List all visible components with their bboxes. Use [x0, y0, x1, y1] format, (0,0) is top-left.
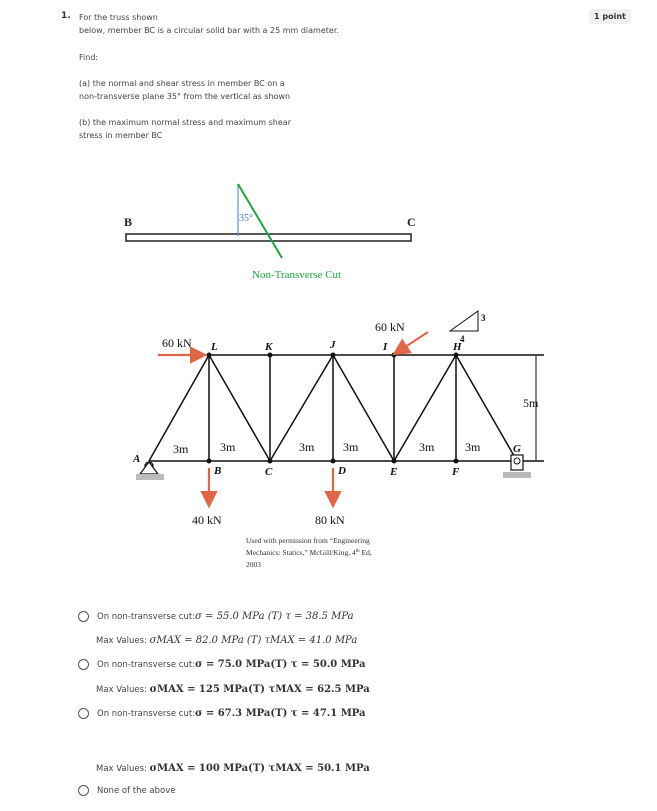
node-label-h: H	[453, 341, 462, 353]
option-3-max-values: σMAX = 100 MPa(T) τMAX = 50.1 MPa	[149, 763, 370, 774]
option-4-label: None of the above	[97, 785, 176, 796]
span-label-cd: 3m	[299, 440, 315, 454]
option-1-max-prefix: Max Values:	[96, 636, 150, 646]
caption-line-3: 2003	[246, 560, 261, 569]
slope-rise-label: 3	[481, 313, 486, 323]
option-1-values: σ = 55.0 MPa (T) τ = 38.5 MPa	[195, 611, 354, 622]
load-label-b: 40 kN	[192, 513, 222, 527]
label-c: C	[407, 215, 416, 229]
span-label-ab: 3m	[173, 442, 189, 456]
option-1-max-values: σMAX = 82.0 MPa (T) τMAX = 41.0 MPa	[149, 635, 358, 646]
node-label-j: J	[330, 339, 336, 351]
load-label-d: 80 kN	[315, 513, 345, 527]
option-2-values: σ = 75.0 MPa(T) τ = 50.0 MPa	[195, 659, 366, 670]
span-label-bc: 3m	[220, 440, 236, 454]
option-3[interactable]	[78, 708, 366, 719]
part-a-line-1: (a) the normal and shear stress in member BC on a	[79, 79, 285, 88]
option-3-radio[interactable]	[78, 708, 89, 719]
option-4-radio[interactable]	[78, 785, 89, 796]
cut-label: Non-Transverse Cut	[252, 269, 342, 281]
option-4[interactable]	[78, 785, 176, 796]
option-3-values: σ = 67.3 MPa(T) τ = 47.1 MPa	[195, 708, 366, 719]
option-1-max	[96, 635, 357, 646]
question-line-2: below, member BC is a circular solid bar with a 25 mm diameter.	[79, 26, 339, 35]
option-2-radio[interactable]	[78, 659, 89, 670]
span-label-de: 3m	[343, 440, 359, 454]
option-1-radio[interactable]	[78, 611, 89, 622]
node-label-f: F	[452, 466, 460, 478]
caption-line-1: Used with permission from “Engineering	[246, 536, 370, 545]
node-label-k: K	[265, 341, 273, 353]
question-line-1: For the truss shown	[79, 13, 158, 22]
load-arrow-i	[396, 332, 428, 353]
span-label-ef: 3m	[419, 440, 435, 454]
node-label-e: E	[390, 466, 398, 478]
truss-figure	[0, 300, 657, 580]
node-label-i: I	[383, 341, 388, 353]
option-2-max-values: σMAX = 125 MPa(T) τMAX = 62.5 MPa	[149, 684, 370, 695]
option-2-max-prefix: Max Values:	[96, 685, 150, 695]
option-3-max-prefix: Max Values:	[96, 764, 150, 774]
node-label-l: L	[211, 341, 218, 353]
load-label-l: 60 kN	[162, 336, 192, 350]
node-label-a: A	[133, 453, 141, 465]
caption-line-2: Mechanics: Statics,” McGill/King, 4th Ed,	[246, 548, 372, 557]
part-a-line-2: non-transverse plane 35° from the vertical as shown	[79, 92, 291, 101]
cut-angle-label: 35°	[239, 213, 253, 224]
option-3-max	[96, 763, 370, 774]
option-2[interactable]	[78, 659, 366, 670]
part-b-line-2: stress in member BC	[79, 131, 163, 140]
option-2-prefix: On non-transverse cut:	[97, 659, 196, 670]
height-label: 5m	[523, 396, 539, 410]
member-lc	[209, 355, 270, 461]
option-1-prefix: On non-transverse cut:	[97, 611, 196, 622]
option-1[interactable]	[78, 611, 354, 622]
roller-support-g	[503, 455, 531, 478]
part-b-line-1: (b) the maximum normal stress and maximum shear	[79, 118, 291, 127]
find-label: Find:	[79, 53, 99, 62]
load-label-i: 60 kN	[375, 320, 405, 334]
label-b: B	[124, 215, 133, 229]
option-3-prefix: On non-transverse cut:	[97, 708, 196, 719]
node-label-c: C	[265, 466, 273, 478]
node-label-d: D	[338, 465, 346, 477]
node-label-g: G	[513, 443, 521, 455]
slope-triangle	[450, 311, 478, 331]
points-badge: 1 point	[589, 9, 631, 24]
slope-run-label: 4	[460, 334, 465, 344]
question-number: 1.	[61, 11, 71, 21]
node-label-b: B	[214, 465, 222, 477]
span-label-fg: 3m	[465, 440, 481, 454]
option-2-max	[96, 684, 370, 695]
